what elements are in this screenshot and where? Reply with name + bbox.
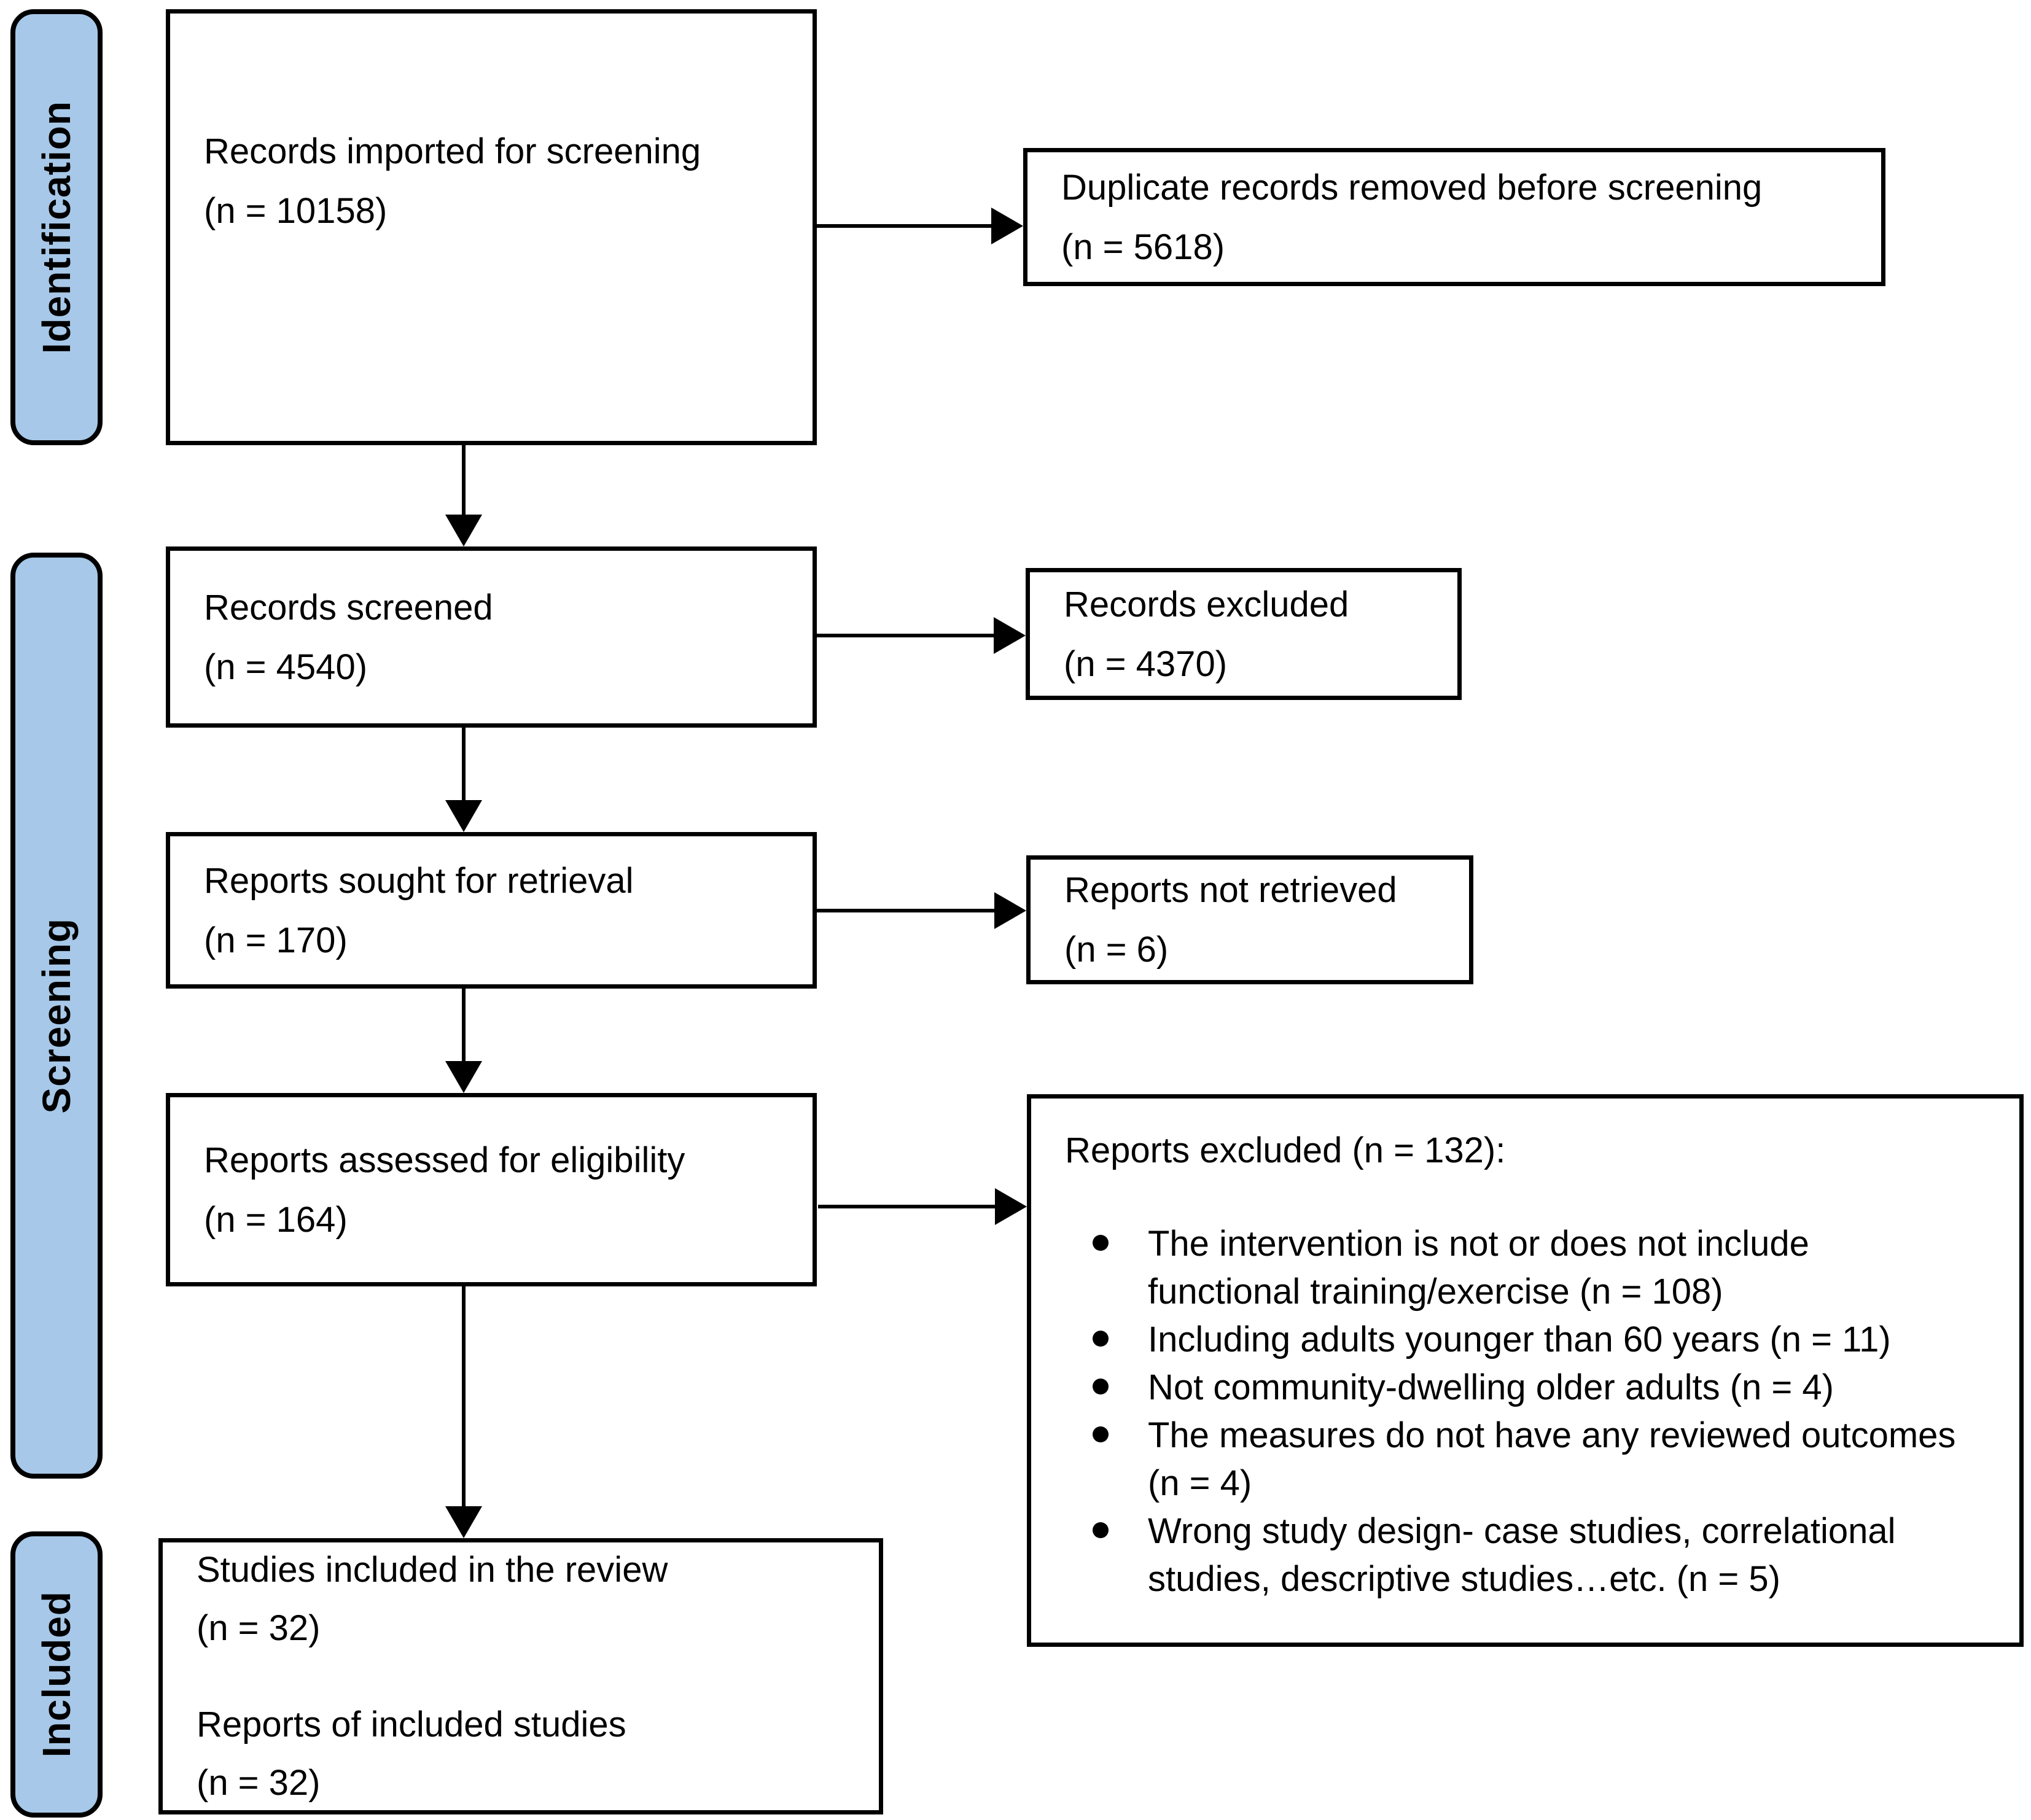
box-reports-assessed [166,1093,817,1286]
stage-bar-screening [10,553,103,1479]
box-records-imported-count: (n = 10158) [204,191,388,231]
box-reports-assessed-count: (n = 164) [204,1199,348,1240]
box-reports-excluded-details [1027,1094,2024,1647]
stage-bar-identification [10,9,103,445]
box-records-screened-line1: Records screened [204,587,493,628]
arrow-right-icon [994,892,1026,929]
arrow-down-shaft [462,445,466,516]
box-reports-sought-count: (n = 170) [204,920,348,960]
arrow-right-shaft [817,909,996,912]
box-included-studies-line1: Studies included in the review [197,1550,668,1590]
bullet-dot-icon [1093,1426,1109,1442]
box-records-imported [166,9,817,445]
box-records-screened [166,546,817,728]
arrow-right-shaft [817,634,995,637]
box-reports-not-retrieved-count: (n = 6) [1064,930,1169,970]
box-included-studies [158,1538,883,1814]
box-reports-sought [166,832,817,989]
stage-label-screening: Screening [34,917,79,1114]
exclusion-reason-item: The intervention is not or does not include functional training/exercise (n = 108) [1093,1220,1971,1316]
bullet-dot-icon [1093,1522,1109,1538]
box-records-excluded-line1: Records excluded [1064,584,1349,624]
reports-excluded-bullet-list [1065,1220,1971,1603]
stage-bar-included [10,1531,103,1818]
arrow-down-icon [445,800,482,832]
box-duplicates-removed-count: (n = 5618) [1061,227,1225,267]
box-duplicates-removed [1023,148,1885,286]
box-reports-sought-line1: Reports sought for retrieval [204,860,634,901]
box-reports-assessed-line1: Reports assessed for eligibility [204,1140,685,1180]
arrow-right-icon [991,208,1023,244]
arrow-down-shaft [462,1286,466,1507]
arrow-right-icon [995,1188,1027,1225]
bullet-dot-icon [1093,1379,1109,1394]
bullet-dot-icon [1093,1235,1109,1251]
stage-label-identification: Identification [34,100,79,354]
box-records-screened-count: (n = 4540) [204,647,368,687]
arrow-down-icon [445,1506,482,1538]
exclusion-reason-item: Including adults younger than 60 years (n = 11) [1093,1316,1971,1364]
arrow-down-shaft [462,728,466,801]
box-included-studies-count1: (n = 32) [197,1608,321,1648]
arrow-down-icon [445,515,482,546]
stage-label-included: Included [34,1591,79,1758]
arrow-right-shaft [817,224,992,228]
exclusion-reason-item: Wrong study design- case studies, correlational studies, descriptive studies…etc. (n = 5) [1093,1507,1971,1603]
bullet-dot-icon [1093,1331,1109,1347]
box-included-reports-count: (n = 32) [197,1763,321,1803]
reports-excluded-title: Reports excluded (n = 132): [1065,1130,1506,1170]
box-reports-not-retrieved-line1: Reports not retrieved [1064,870,1397,910]
arrow-down-icon [445,1061,482,1093]
box-reports-not-retrieved [1026,855,1473,984]
box-included-reports-line: Reports of included studies [197,1705,626,1744]
box-duplicates-removed-line1: Duplicate records removed before screening [1061,167,1763,208]
exclusion-reason-item: The measures do not have any reviewed outcomes (n = 4) [1093,1412,1971,1507]
box-records-imported-line1: Records imported for screening [204,131,701,171]
exclusion-reason-item: Not community-dwelling older adults (n = 4) [1093,1364,1971,1412]
box-records-excluded [1026,568,1462,700]
box-records-excluded-count: (n = 4370) [1064,644,1228,684]
arrow-right-icon [994,617,1026,654]
arrow-down-shaft [462,989,466,1062]
arrow-right-shaft [818,1205,996,1208]
